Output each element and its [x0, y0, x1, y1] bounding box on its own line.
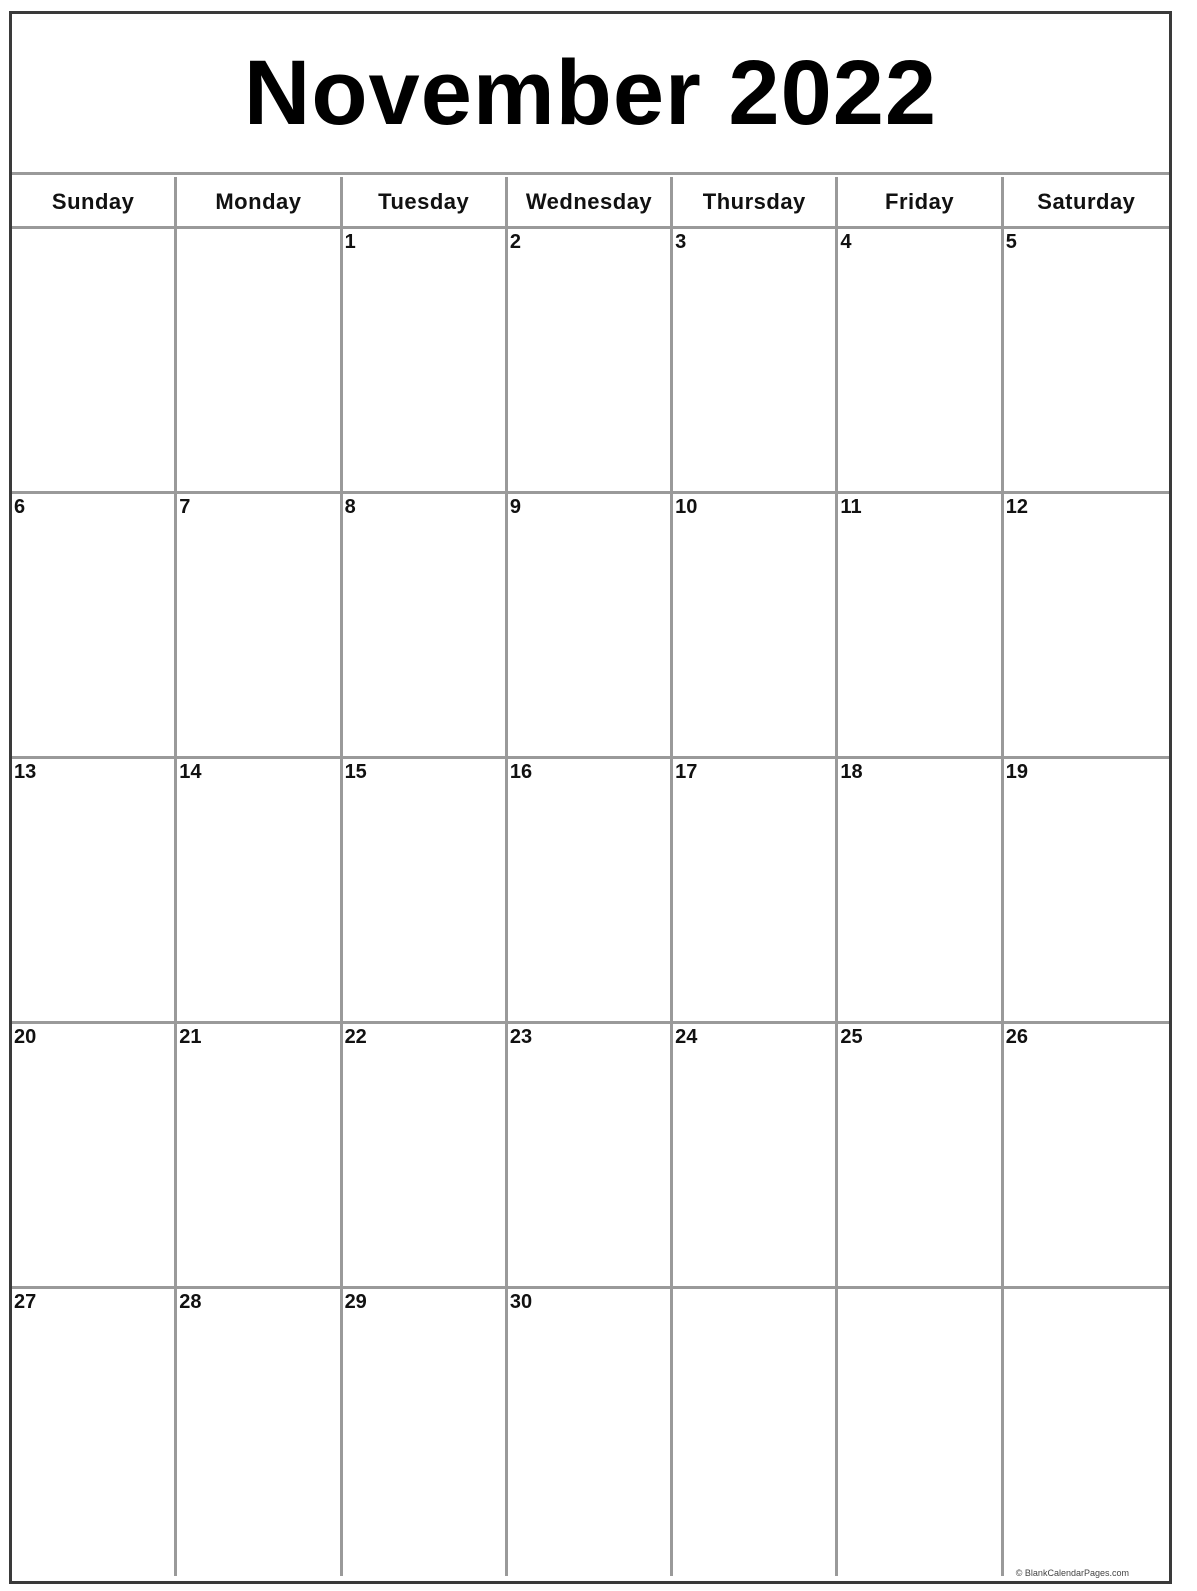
day-cell [673, 759, 838, 1024]
day-number: 3 [675, 231, 687, 253]
empty-day-cell [1004, 1289, 1169, 1576]
day-number: 29 [344, 1291, 367, 1313]
day-cell [673, 1024, 838, 1289]
day-cell [838, 229, 1003, 494]
calendar-grid [12, 177, 1169, 1576]
day-number: 30 [509, 1291, 533, 1313]
day-cell [1004, 1024, 1169, 1289]
day-cell [177, 494, 342, 759]
day-number: 21 [179, 1026, 202, 1048]
day-cell [12, 759, 177, 1024]
day-number: 27 [14, 1291, 37, 1313]
day-cell [177, 1024, 342, 1289]
day-cell [343, 494, 508, 759]
weekday-header-monday: Monday [177, 177, 342, 229]
day-number: 23 [509, 1026, 533, 1048]
day-number: 22 [344, 1026, 367, 1048]
calendar-frame [9, 11, 1172, 1584]
day-cell [343, 1289, 508, 1576]
day-cell [508, 229, 673, 494]
day-number: 28 [179, 1291, 202, 1313]
day-number: 6 [14, 496, 26, 518]
weekday-header-sunday: Sunday [12, 177, 177, 229]
day-cell [673, 494, 838, 759]
day-number: 16 [509, 761, 533, 783]
day-number: 17 [675, 761, 698, 783]
empty-day-cell [177, 229, 342, 494]
day-cell [1004, 229, 1169, 494]
calendar-title: November 2022 [12, 14, 1169, 175]
day-cell [1004, 494, 1169, 759]
weekday-header-tuesday: Tuesday [343, 177, 508, 229]
day-number: 1 [344, 231, 356, 253]
credit-text: © BlankCalendarPages.com [1015, 1568, 1129, 1578]
day-cell [177, 759, 342, 1024]
day-number: 18 [840, 761, 863, 783]
day-number: 4 [840, 231, 852, 253]
weekday-header-thursday: Thursday [673, 177, 838, 229]
day-cell [12, 1289, 177, 1576]
day-number: 11 [840, 496, 862, 518]
day-cell [838, 494, 1003, 759]
empty-day-cell [838, 1289, 1003, 1576]
day-cell [12, 1024, 177, 1289]
day-number: 14 [179, 761, 202, 783]
day-cell [508, 1289, 673, 1576]
day-cell [508, 759, 673, 1024]
day-number: 7 [179, 496, 191, 518]
day-number: 25 [840, 1026, 863, 1048]
day-number: 5 [1005, 231, 1017, 253]
weekday-header-friday: Friday [838, 177, 1003, 229]
day-cell [177, 1289, 342, 1576]
day-number: 10 [675, 496, 698, 518]
day-cell [12, 494, 177, 759]
day-cell [838, 759, 1003, 1024]
day-cell [673, 229, 838, 494]
day-number: 8 [344, 496, 356, 518]
empty-day-cell [12, 229, 177, 494]
day-cell [343, 1024, 508, 1289]
day-number: 24 [675, 1026, 698, 1048]
day-number: 20 [14, 1026, 37, 1048]
day-cell [838, 1024, 1003, 1289]
day-cell [508, 494, 673, 759]
day-number: 2 [509, 231, 521, 253]
day-number: 9 [509, 496, 521, 518]
day-cell [508, 1024, 673, 1289]
day-number: 15 [344, 761, 367, 783]
day-cell [343, 759, 508, 1024]
weekday-header-saturday: Saturday [1004, 177, 1169, 229]
day-cell [1004, 759, 1169, 1024]
day-number: 12 [1005, 496, 1028, 518]
day-number: 13 [14, 761, 37, 783]
empty-day-cell [673, 1289, 838, 1576]
day-cell [343, 229, 508, 494]
weekday-header-wednesday: Wednesday [508, 177, 673, 229]
day-number: 19 [1005, 761, 1028, 783]
day-number: 26 [1005, 1026, 1028, 1048]
